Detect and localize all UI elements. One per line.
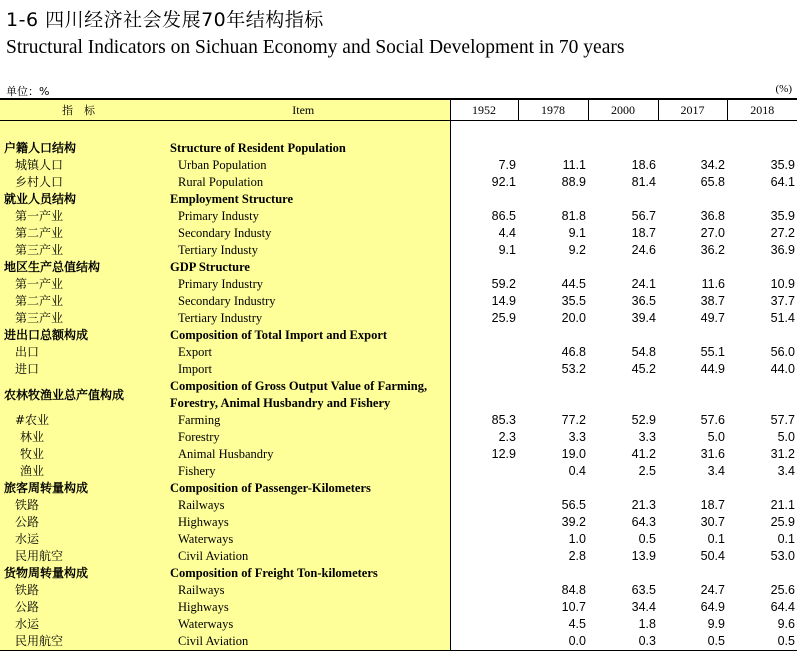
value-cell: 81.4 [631,175,656,189]
value-cell: 27.2 [770,226,795,240]
column-header-year: 1978 [518,99,588,121]
value-cell [518,327,588,344]
value-cell: 3.4 [707,464,725,478]
table-row [0,412,797,429]
section-header-row [0,480,797,497]
value-cell: 20.0 [561,311,586,325]
value-cell: 0.5 [658,633,727,651]
value-cell: 10.7 [561,600,586,614]
value-cell: 24.6 [631,243,656,257]
value-cell [727,140,797,157]
value-cell: 51.4 [770,311,795,325]
value-cell: 0.5 [638,532,656,546]
value-cell: 64.9 [700,600,725,614]
value-cell [727,480,797,497]
column-header-year: 1952 [450,99,518,121]
value-cell: 21.1 [770,498,795,512]
value-cell: 37.7 [770,294,795,308]
indicator-name-cn: 第一产业 [0,208,157,225]
table-row [0,242,797,259]
value-cell: 57.6 [700,413,725,427]
indicator-name-cn: 牧业 [0,446,157,463]
indicator-name-cn: 公路 [0,599,157,616]
value-cell [450,480,518,497]
value-cell: 18.7 [631,226,656,240]
value-cell: 56.0 [770,345,795,359]
value-cell: 35.5 [561,294,586,308]
indicator-name-cn: 就业人员结构 [0,191,157,208]
section-header-row [0,565,797,582]
value-cell: 64.3 [631,515,656,529]
value-cell [450,633,518,651]
indicator-name-cn: #农业 [0,412,157,429]
page-title-english: Structural Indicators on Sichuan Economy and Social Development in 70 years [6,37,625,58]
value-cell: 64.4 [770,600,795,614]
value-cell [658,327,727,344]
value-cell [588,480,658,497]
table-row [0,344,797,361]
indicator-name-cn: 进出口总额构成 [0,327,157,344]
value-cell: 3.4 [777,464,795,478]
value-cell: 25.9 [770,515,795,529]
value-cell: 30.7 [700,515,725,529]
value-cell: 39.2 [561,515,586,529]
indicator-name-en: Forestry [157,429,450,446]
indicator-name-en: Animal Husbandry [157,446,450,463]
indicator-name-en: Composition of Freight Ton-kilometers [157,565,450,582]
value-cell: 92.1 [491,175,516,189]
value-cell [450,599,518,616]
table-row [0,429,797,446]
value-cell: 46.8 [561,345,586,359]
indicator-name-cn: 铁路 [0,582,157,599]
value-cell [450,548,518,565]
value-cell: 1.8 [638,617,656,631]
value-cell: 84.8 [561,583,586,597]
section-header-row [0,259,797,276]
unit-label: 单位：% [6,85,50,98]
value-cell: 12.9 [491,447,516,461]
value-cell [588,378,658,412]
table-row [0,310,797,327]
value-cell: 57.7 [770,413,795,427]
value-cell: 2.3 [498,430,516,444]
value-cell: 77.2 [561,413,586,427]
value-cell: 5.0 [707,430,725,444]
value-cell: 54.8 [631,345,656,359]
table-row [0,633,797,651]
value-cell: 0.1 [777,532,795,546]
value-cell [450,140,518,157]
value-cell: 7.9 [498,158,516,172]
value-cell: 9.2 [568,243,586,257]
value-cell: 27.0 [700,226,725,240]
value-cell: 13.9 [631,549,656,563]
value-cell [450,191,518,208]
value-cell [588,565,658,582]
value-cell [450,582,518,599]
value-cell: 56.7 [631,209,656,223]
indicator-name-en: Secondary Industry [157,293,450,310]
indicator-name-en: Railways [157,497,450,514]
table-header-row [0,99,797,121]
value-cell: 44.9 [700,362,725,376]
value-cell: 25.9 [491,311,516,325]
value-cell: 3.3 [638,430,656,444]
value-cell [588,140,658,157]
indicator-name-en: Structure of Resident Population [157,140,450,157]
value-cell [518,140,588,157]
indicators-table [0,98,797,651]
value-cell [518,259,588,276]
column-header-year: 2017 [658,99,727,121]
value-cell: 36.5 [631,294,656,308]
value-cell [450,531,518,548]
value-cell [658,259,727,276]
value-cell [658,480,727,497]
value-cell [450,327,518,344]
value-cell: 35.9 [770,158,795,172]
table-row [0,514,797,531]
value-cell: 56.5 [561,498,586,512]
section-header-row [0,140,797,157]
value-cell: 59.2 [491,277,516,291]
value-cell [658,140,727,157]
indicator-name-cn: 第一产业 [0,276,157,293]
indicator-name-cn: 公路 [0,514,157,531]
value-cell: 55.1 [700,345,725,359]
value-cell [518,480,588,497]
value-cell [727,565,797,582]
indicator-name-cn: 户籍人口结构 [0,140,157,157]
indicator-name-en: Primary Industry [157,276,450,293]
value-cell: 0.4 [568,464,586,478]
column-header-item: Item [157,99,450,121]
value-cell [588,327,658,344]
value-cell [518,191,588,208]
indicator-name-en: Tertiary Industy [157,242,450,259]
indicator-name-cn: 民用航空 [0,548,157,565]
table-row [0,208,797,225]
indicator-name-en: Fishery [157,463,450,480]
value-cell: 9.1 [498,243,516,257]
value-cell: 24.1 [631,277,656,291]
value-cell: 19.0 [561,447,586,461]
value-cell [727,378,797,412]
value-cell [727,327,797,344]
value-cell: 39.4 [631,311,656,325]
indicator-name-en: Highways [157,514,450,531]
value-cell: 4.5 [568,617,586,631]
value-cell [727,191,797,208]
table-row [0,174,797,191]
value-cell: 36.8 [700,209,725,223]
value-cell: 34.4 [631,600,656,614]
table-row [0,548,797,565]
value-cell: 18.6 [631,158,656,172]
value-cell [450,497,518,514]
value-cell: 2.5 [638,464,656,478]
indicator-name-cn: 乡村人口 [0,174,157,191]
indicator-name-en-line: Forestry, Animal Husbandry and Fishery [170,396,391,410]
value-cell [727,259,797,276]
table-row [0,157,797,174]
table-body [0,121,797,651]
indicator-name-cn: 渔业 [0,463,157,480]
value-cell: 0.3 [588,633,658,651]
value-cell [450,259,518,276]
table-row [0,599,797,616]
value-cell: 53.0 [770,549,795,563]
indicator-name-en: Railways [157,582,450,599]
column-header-year: 2000 [588,99,658,121]
indicator-name-cn: 水运 [0,616,157,633]
value-cell: 24.7 [700,583,725,597]
value-cell: 9.1 [568,226,586,240]
value-cell: 1.0 [568,532,586,546]
indicator-name-cn: 第二产业 [0,225,157,242]
indicator-name-cn: 林业 [0,429,157,446]
value-cell: 45.2 [631,362,656,376]
table-row [0,497,797,514]
value-cell: 85.3 [491,413,516,427]
table-row [0,463,797,480]
indicator-name-en: Waterways [157,531,450,548]
value-cell: 88.9 [561,175,586,189]
table-row [0,531,797,548]
indicator-name-en: GDP Structure [157,259,450,276]
indicator-name-cn: 出口 [0,344,157,361]
value-cell [450,565,518,582]
indicator-name-en: Waterways [157,616,450,633]
value-cell: 44.0 [770,362,795,376]
indicator-name-cn: 铁路 [0,497,157,514]
indicator-name-cn: 第二产业 [0,293,157,310]
value-cell [450,514,518,531]
indicator-name-cn: 农林牧渔业总产值构成 [0,378,157,412]
value-cell [588,259,658,276]
indicator-name-cn: 城镇人口 [0,157,157,174]
value-cell [588,191,658,208]
value-cell: 86.5 [491,209,516,223]
table-row [0,582,797,599]
value-cell [450,361,518,378]
section-header-row [0,327,797,344]
value-cell: 52.9 [631,413,656,427]
value-cell: 21.3 [631,498,656,512]
value-cell: 10.9 [770,277,795,291]
value-cell: 0.0 [518,633,588,651]
value-cell [658,191,727,208]
value-cell: 36.2 [700,243,725,257]
indicator-name-en: Employment Structure [157,191,450,208]
value-cell: 0.5 [727,633,797,651]
value-cell: 4.4 [498,226,516,240]
indicator-name-en: Farming [157,412,450,429]
value-cell: 63.5 [631,583,656,597]
value-cell: 81.8 [561,209,586,223]
value-cell: 53.2 [561,362,586,376]
indicator-name-cn: 货物周转量构成 [0,565,157,582]
indicator-name-cn: 水运 [0,531,157,548]
indicator-name-en-line: Composition of Gross Output Value of Farming, [170,379,428,393]
indicator-name-en: Secondary Industy [157,225,450,242]
section-header-row [0,378,797,412]
table-row [0,361,797,378]
indicator-name-en: Export [157,344,450,361]
value-cell: 25.6 [770,583,795,597]
indicator-name-cn: 第三产业 [0,242,157,259]
table-row [0,293,797,310]
unit-label-en: (%) [775,83,792,95]
value-cell: 38.7 [700,294,725,308]
value-cell: 31.6 [700,447,725,461]
value-cell: 11.6 [701,277,725,291]
indicator-name-en: Composition of Passenger-Kilometers [157,480,450,497]
indicator-name-en [157,378,450,412]
value-cell: 9.9 [707,617,725,631]
indicator-name-cn: 第三产业 [0,310,157,327]
value-cell: 65.8 [700,175,725,189]
indicator-name-en: Import [157,361,450,378]
value-cell: 50.4 [700,549,725,563]
indicator-name-en: Highways [157,599,450,616]
value-cell: 9.6 [777,617,795,631]
indicator-name-en: Composition of Total Import and Export [157,327,450,344]
column-header-indicator: 指 标 [0,99,157,121]
value-cell [450,378,518,412]
value-cell: 2.8 [568,549,586,563]
indicator-name-cn: 民用航空 [0,633,157,651]
table-row [0,446,797,463]
table-row [0,616,797,633]
value-cell: 11.1 [562,158,586,172]
indicator-name-en: Primary Industy [157,208,450,225]
indicator-name-en: Civil Aviation [157,548,450,565]
value-cell [658,565,727,582]
spacer-row [0,121,797,141]
indicator-name-en: Urban Population [157,157,450,174]
value-cell: 36.9 [770,243,795,257]
value-cell: 44.5 [561,277,586,291]
table-row [0,225,797,242]
value-cell [450,344,518,361]
value-cell [518,565,588,582]
value-cell: 14.9 [491,294,516,308]
indicator-name-cn: 地区生产总值结构 [0,259,157,276]
indicator-name-cn: 旅客周转量构成 [0,480,157,497]
value-cell: 34.2 [700,158,725,172]
value-cell: 0.1 [707,532,725,546]
indicator-name-en: Civil Aviation [157,633,450,651]
value-cell: 64.1 [770,175,795,189]
value-cell: 3.3 [568,430,586,444]
indicator-name-cn: 进口 [0,361,157,378]
value-cell [658,378,727,412]
value-cell: 49.7 [700,311,725,325]
value-cell: 35.9 [770,209,795,223]
value-cell [450,463,518,480]
page-title-chinese: 1-6 四川经济社会发展70年结构指标 [6,9,324,31]
value-cell: 5.0 [777,430,795,444]
value-cell: 41.2 [631,447,656,461]
indicator-name-en: Tertiary Industry [157,310,450,327]
section-header-row [0,191,797,208]
value-cell [518,378,588,412]
table-row [0,276,797,293]
indicator-name-en: Rural Population [157,174,450,191]
value-cell: 18.7 [700,498,725,512]
value-cell [450,616,518,633]
column-header-year: 2018 [727,99,797,121]
value-cell: 31.2 [770,447,795,461]
